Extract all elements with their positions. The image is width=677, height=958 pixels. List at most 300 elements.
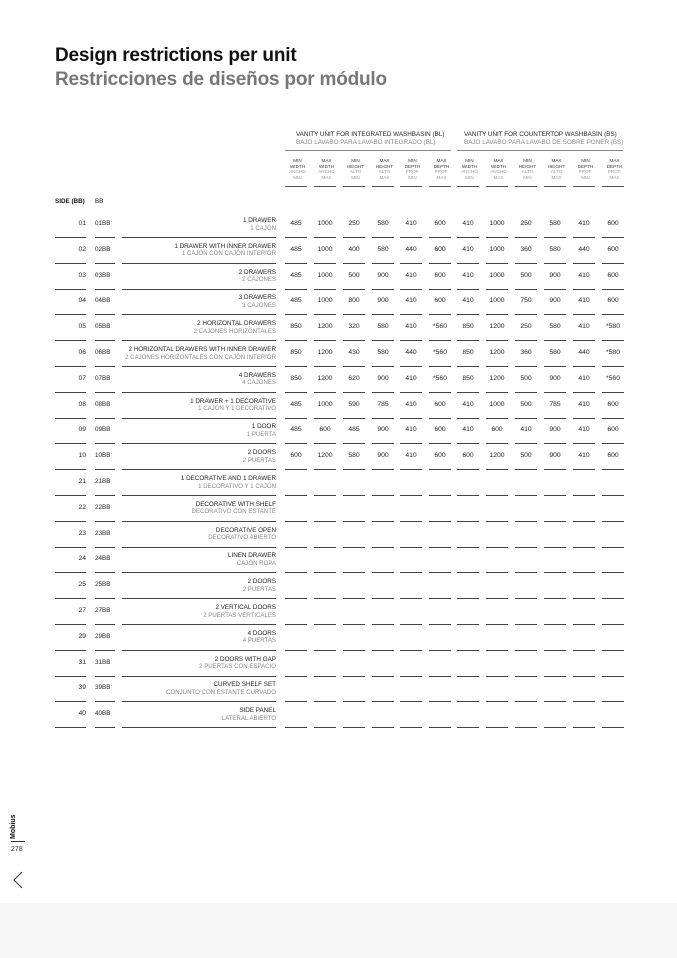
column-header [544,158,569,180]
table-cell: 900 [549,426,561,434]
table-cell: 1200 [489,374,505,382]
row-description [122,656,276,671]
table-cell [601,650,626,676]
description-en: 2 VERTICAL DOORS [215,604,276,611]
description-es: 4 PUERTAS [242,637,276,645]
description-en: 4 DRAWERS [238,371,276,379]
table-cell [601,675,626,701]
table-cell: 1200 [489,349,505,356]
column-header [429,158,454,180]
table-cell [342,469,367,495]
table-cell: 850 [462,349,474,356]
row-code: 03BB [95,271,111,279]
row-code: 01BB [95,220,111,227]
column-header-line: PROF. [607,169,622,175]
row-code: 07BB [95,374,111,382]
table-cell: 410 [578,452,590,460]
column-header-line: ANCHO [461,169,478,175]
column-header-line: DEPTH [577,163,594,169]
table-cell: 500 [348,271,360,279]
table-cell [399,701,424,727]
table-cell: 1000 [489,400,505,408]
table-cell: 1200 [317,452,333,460]
table-cell [601,521,626,547]
table-cell: 360 [520,349,532,356]
sidebar-divider [11,841,25,842]
description-en: 1 DOOR [251,423,276,431]
row-description [122,372,276,387]
brand-vertical [10,803,22,843]
table-cell [543,495,568,521]
description-es: LATERAL ABIERTO [221,714,276,722]
table-cell: 430 [348,349,360,356]
row-description [122,527,276,542]
table-cell [601,495,626,521]
table-cell: 850 [290,349,302,356]
column-header-line: MIN [465,174,474,180]
row-code: 23BB [95,529,111,537]
table-cell: 410 [405,220,417,227]
table-cell: *560 [433,349,447,356]
column-header-line: HEIGHT [547,163,566,169]
table-cell: 600 [491,426,503,434]
column-header-underline [429,186,451,187]
column-header-line: PROF. [434,169,449,175]
brand-name: Mobius [10,814,17,839]
page-subtitle: Restricciones de diseños por módulo [55,69,387,90]
table-cell: *560 [606,374,620,382]
table-cell: 785 [377,400,389,408]
table-cell [284,701,309,727]
table-row [0,650,677,676]
row-underline [573,727,595,728]
row-code: 06BB [95,349,111,356]
table-cell: 485 [348,426,360,434]
column-header-line: ALTO [349,169,362,175]
column-header [486,158,511,180]
table-cell [371,521,396,547]
table-cell [399,469,424,495]
table-cell: 900 [549,452,561,460]
column-header-line: WIDTH [490,163,507,169]
table-cell: 410 [405,400,417,408]
table-cell: 1000 [489,297,505,305]
page-number: 278 [11,846,23,853]
table-cell: 750 [520,297,532,305]
table-cell [543,650,568,676]
table-row [0,495,677,521]
row-number: 07 [78,374,86,382]
column-header-line: MAX [436,174,447,180]
table-cell: 800 [348,297,360,305]
table-cell: 600 [607,220,619,227]
column-header-line: MAX [609,158,620,163]
table-cell [543,598,568,624]
row-description [122,604,276,619]
row-description [122,578,276,593]
table-cell [428,546,453,572]
table-cell: 410 [462,400,474,408]
column-header-line: MAX [551,158,562,163]
table-cell [342,624,367,650]
description-en: 2 HORIZONTAL DRAWERS WITH INNER DRAWER [128,346,276,353]
table-cell: 850 [462,323,474,331]
row-code: 10BB [95,452,111,460]
description-en: 2 HORIZONTAL DRAWERS [197,320,276,328]
description-en: DECORATIVE WITH SHELF [195,500,276,508]
column-header-underline [372,186,394,187]
row-underline [515,727,537,728]
table-cell: *560 [433,323,447,331]
table-row [0,211,677,237]
row-code: 29BB [95,632,111,640]
table-cell [371,624,396,650]
table-cell [485,675,510,701]
table-cell [284,650,309,676]
table-cell: 410 [405,271,417,279]
description-es: 2 PUERTAS CON ESPACIO [199,663,276,671]
table-cell [399,521,424,547]
row-code: 21BB [95,478,111,485]
side-label: SIDE (BB) [55,198,85,205]
table-cell [428,495,453,521]
column-header-underline [285,186,307,187]
column-header-line: MIN [581,158,590,163]
table-cell: 900 [377,271,389,279]
table-cell [342,598,367,624]
table-cell [543,546,568,572]
table-cell: 410 [578,220,590,227]
row-code: 25BB [95,581,111,589]
row-number: 40 [78,710,86,718]
table-cell [456,521,481,547]
table-cell [601,572,626,598]
table-cell: 600 [434,271,446,279]
table-cell [342,675,367,701]
table-cell: 600 [607,426,619,434]
table-cell [485,624,510,650]
table-cell [313,469,338,495]
column-header-line: MIN [351,158,360,163]
row-description [122,217,276,232]
table-cell: 900 [549,271,561,279]
table-cell [342,572,367,598]
column-header-line: PROF. [405,169,420,175]
row-underline [122,727,276,728]
row-underline [486,727,508,728]
row-underline [429,727,451,728]
column-header-line: MIN [408,174,417,180]
table-cell: 1000 [489,271,505,279]
table-cell: 410 [405,297,417,305]
table-cell [399,572,424,598]
table-cell: 410 [520,426,532,434]
table-cell [428,701,453,727]
table-cell: 485 [290,400,302,408]
row-description [122,320,276,335]
table-cell: 580 [377,323,389,331]
table-row [0,598,677,624]
table-cell: 620 [348,374,360,382]
table-cell [514,624,539,650]
table-cell [456,624,481,650]
column-header-line: MIN [293,174,302,180]
table-row [0,701,677,727]
column-header-line: PROF. [578,169,593,175]
table-cell [485,650,510,676]
table-cell: 580 [377,220,389,227]
table-cell: 410 [578,323,590,331]
table-cell [399,546,424,572]
description-es: 3 CAJONES [242,301,276,309]
table-cell [572,624,597,650]
table-cell [342,701,367,727]
table-cell [313,650,338,676]
row-code: 31BB [95,658,111,666]
description-en: 2 DOORS WITH GAP [214,655,276,663]
table-cell [342,650,367,676]
table-cell [514,650,539,676]
column-header-underline [400,186,422,187]
table-cell [428,675,453,701]
row-number: 01 [78,220,86,227]
row-number: 05 [78,323,86,331]
table-cell: 1000 [317,297,333,305]
row-number: 25 [78,581,86,589]
table-row [0,469,677,495]
table-cell: 410 [462,220,474,227]
description-es: 1 CAJÓN CON CAJÓN INTERIOR [181,250,276,258]
description-es: DECORATIVO CON ESTANTE [191,508,276,516]
row-description [122,707,276,722]
table-cell [543,521,568,547]
table-cell [284,572,309,598]
footer-band [0,903,677,958]
table-cell [313,598,338,624]
table-cell [456,675,481,701]
table-cell [313,495,338,521]
description-en: 2 DRAWERS [238,268,276,276]
table-cell [342,521,367,547]
row-number: 06 [78,349,86,356]
row-code: 40BB [95,710,111,718]
bb-label: BB [95,198,104,205]
table-cell [456,469,481,495]
table-cell [428,624,453,650]
table-cell [456,701,481,727]
table-cell: 485 [290,426,302,434]
table-cell: 1000 [317,400,333,408]
table-cell: 1200 [317,349,333,356]
row-number: 23 [78,529,86,537]
description-en: 4 DOORS [247,629,276,637]
table-row [0,340,677,366]
column-header-line: DEPTH [606,163,623,169]
table-cell [601,469,626,495]
table-cell [399,598,424,624]
column-header-line: MAX [493,158,504,163]
table-cell: 410 [578,297,590,305]
table-cell [399,624,424,650]
row-code: 05BB [95,323,111,331]
table-cell: 850 [290,374,302,382]
table-cell: 580 [348,452,360,460]
table-cell [572,572,597,598]
table-row [0,624,677,650]
column-header-line: MAX [321,158,332,163]
table-cell: 250 [348,220,360,227]
page-title: Design restrictions per unit [55,45,297,66]
table-cell: 900 [377,426,389,434]
table-cell [514,675,539,701]
column-header-line: MAX [493,174,504,180]
table-cell [572,469,597,495]
table-cell: 850 [290,323,302,331]
table-cell [313,675,338,701]
table-cell [399,495,424,521]
table-cell: 600 [434,245,446,253]
row-underline [55,727,86,728]
table-cell: 500 [520,452,532,460]
row-description [122,681,276,696]
row-description [122,243,276,258]
table-cell: 600 [434,452,446,460]
table-cell [485,572,510,598]
table-cell [514,598,539,624]
column-header-underline [343,186,365,187]
row-number: 24 [78,555,86,563]
column-header-underline [602,186,624,187]
row-underline [602,727,624,728]
row-underline [544,727,566,728]
table-cell: 410 [405,323,417,331]
description-en: 1 DECORATIVE AND 1 DRAWER [180,475,276,482]
row-description [122,552,276,567]
table-cell [485,495,510,521]
table-cell: 850 [462,374,474,382]
table-cell: 1000 [489,245,505,253]
table-cell: 440 [578,349,590,356]
table-cell: 600 [607,297,619,305]
column-header-line: MIN [293,158,302,163]
table-cell: 320 [348,323,360,331]
table-cell: 600 [607,271,619,279]
column-header-line: HEIGHT [346,163,365,169]
table-cell [601,598,626,624]
column-header-line: MIN [351,174,360,180]
table-cell [601,546,626,572]
column-header-line: DEPTH [404,163,421,169]
table-cell [371,675,396,701]
table-row [0,263,677,289]
table-cell [284,495,309,521]
description-es: 2 CAJONES HORIZONTALES CON CAJÓN INTERIOR [125,353,276,361]
table-cell [572,495,597,521]
row-number: 08 [78,400,86,408]
column-header-underline [544,186,566,187]
row-description [122,449,276,464]
group-divider [457,150,623,151]
table-cell [399,675,424,701]
table-cell [514,521,539,547]
description-en: LINEN DRAWER [227,552,276,560]
table-cell: 600 [290,452,302,460]
group-title-es: BAJO LAVABO PARA LAVABO INTEGRADO (BL) [296,139,436,146]
table-cell [456,546,481,572]
group-title: VANITY UNIT FOR COUNTERTOP WASHBASIN (BS) [464,131,617,138]
table-cell: 485 [290,220,302,227]
description-en: DECORATIVE OPEN [215,526,276,534]
row-underline [95,727,115,728]
table-cell [485,521,510,547]
column-header [573,158,598,180]
table-cell [514,495,539,521]
column-header-line: MIN [581,174,590,180]
column-header-line: MAX [379,174,390,180]
table-cell: *580 [606,349,620,356]
column-header-line: MAX [609,174,620,180]
description-en: 2 DOORS [247,449,276,457]
table-cell [284,469,309,495]
description-en: 1 DRAWER WITH INNER DRAWER [174,242,276,250]
table-cell [543,624,568,650]
table-cell: 400 [348,245,360,253]
column-header [602,158,627,180]
column-header [285,158,310,180]
table-row [0,521,677,547]
table-cell: 1200 [489,323,505,331]
column-header-underline [314,186,336,187]
table-cell: 600 [434,220,446,227]
column-header-underline [486,186,508,187]
description-es: 2 CAJONES [242,276,276,284]
table-cell: 410 [578,426,590,434]
table-cell: 250 [520,323,532,331]
table-cell: 485 [290,271,302,279]
row-code: 24BB [95,555,111,563]
table-cell [313,572,338,598]
row-code: 02BB [95,245,111,253]
table-cell: 600 [434,297,446,305]
description-en: 2 DOORS [247,578,276,586]
table-row [0,314,677,340]
table-cell [485,469,510,495]
table-cell [342,495,367,521]
table-cell: 410 [578,374,590,382]
row-number: 02 [78,245,86,253]
description-es: 2 PUERTAS [242,456,276,464]
chevron-left-icon[interactable] [11,870,27,890]
table-cell: 900 [549,374,561,382]
table-cell: 360 [520,245,532,253]
column-header-line: ALTO [521,169,534,175]
table-cell: 500 [520,374,532,382]
row-description [122,630,276,645]
column-header-underline [515,186,537,187]
table-cell: 600 [434,400,446,408]
table-cell: *560 [433,374,447,382]
row-underline [343,727,365,728]
description-es: 1 DECORATIVO Y 1 CAJÓN [198,482,276,490]
table-cell [514,572,539,598]
row-number: 09 [78,426,86,434]
column-header-underline [457,186,479,187]
table-row [0,366,677,392]
table-cell [399,650,424,676]
column-header-line: DEPTH [433,163,450,169]
table-cell: 600 [607,452,619,460]
table-cell [284,675,309,701]
